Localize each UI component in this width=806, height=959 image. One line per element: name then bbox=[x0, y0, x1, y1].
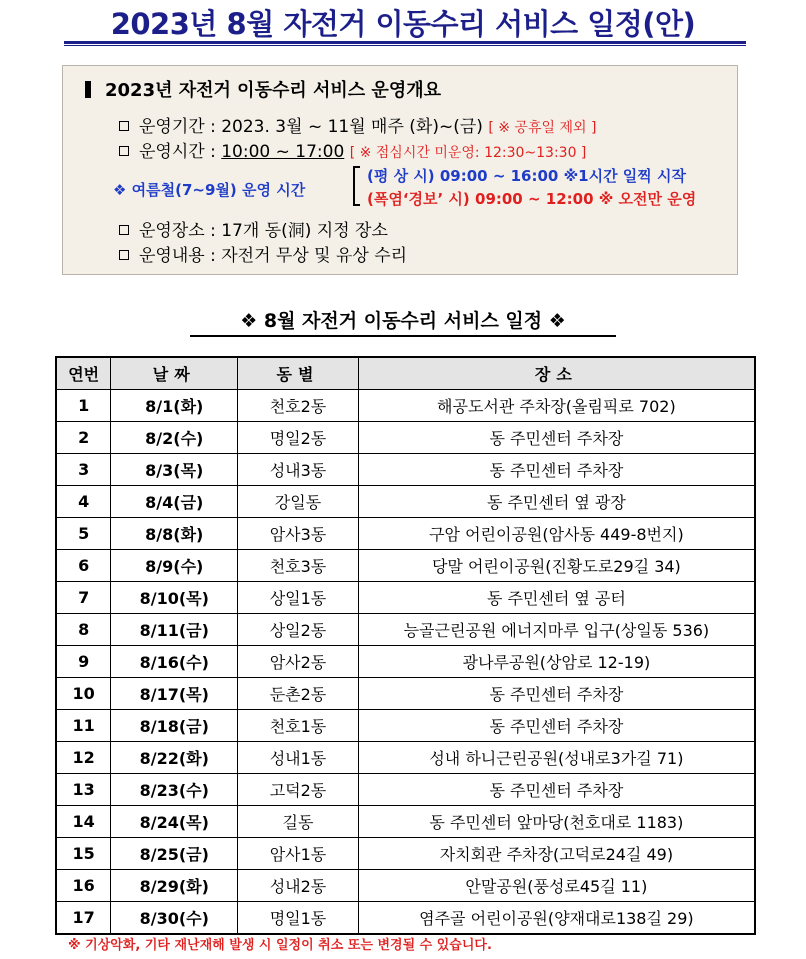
table-row bbox=[56, 774, 755, 806]
row-place: 염주골 어린이공원(양재대로138길 29) bbox=[358, 902, 755, 935]
row-dong: 둔촌2동 bbox=[238, 678, 359, 710]
row-date: 8/23(수) bbox=[111, 774, 238, 806]
bracket-icon bbox=[353, 166, 360, 206]
table-row bbox=[56, 870, 755, 902]
header-dong: 동별 bbox=[238, 357, 359, 390]
row-dong: 명일2동 bbox=[238, 422, 359, 454]
table-row bbox=[56, 678, 755, 710]
row-date: 8/24(목) bbox=[111, 806, 238, 838]
row-number: 12 bbox=[56, 742, 111, 774]
row-place: 동 주민센터 옆 공터 bbox=[358, 582, 755, 614]
heading-bar-icon bbox=[85, 81, 91, 98]
row-place: 동 주민센터 옆 광장 bbox=[358, 486, 755, 518]
header-place: 장소 bbox=[358, 357, 755, 390]
row-dong: 고덕2동 bbox=[238, 774, 359, 806]
row-date: 8/22(화) bbox=[111, 742, 238, 774]
checkbox-square-icon bbox=[119, 146, 129, 156]
row-dong: 상일2동 bbox=[238, 614, 359, 646]
row-number: 13 bbox=[56, 774, 111, 806]
table-row bbox=[56, 390, 755, 422]
row-place: 동 주민센터 주차장 bbox=[358, 422, 755, 454]
header-number: 연번 bbox=[56, 357, 111, 390]
row-place: 해공도서관 주차장(올림픽로 702) bbox=[358, 390, 755, 422]
summer-alert-hours: (폭염‘경보’ 시) 09:00 ~ 12:00 ※ 오전만 운영 bbox=[367, 190, 697, 208]
row-number: 2 bbox=[56, 422, 111, 454]
table-row bbox=[56, 902, 755, 935]
row-dong: 천호1동 bbox=[238, 710, 359, 742]
table-row bbox=[56, 454, 755, 486]
checkbox-square-icon bbox=[119, 250, 129, 260]
row-date: 8/11(금) bbox=[111, 614, 238, 646]
row-date: 8/4(금) bbox=[111, 486, 238, 518]
row-number: 16 bbox=[56, 870, 111, 902]
row-number: 15 bbox=[56, 838, 111, 870]
row-number: 17 bbox=[56, 902, 111, 935]
row-dong: 길동 bbox=[238, 806, 359, 838]
table-row bbox=[56, 550, 755, 582]
table-row bbox=[56, 518, 755, 550]
overview-heading: 2023년 자전거 이동수리 서비스 운영개요 bbox=[85, 76, 441, 102]
header-date: 날짜 bbox=[111, 357, 238, 390]
schedule-title-underline bbox=[190, 335, 616, 337]
row-date: 8/29(화) bbox=[111, 870, 238, 902]
checkbox-square-icon bbox=[119, 225, 129, 235]
checkbox-square-icon bbox=[119, 121, 129, 131]
row-place: 안말공원(풍성로45길 11) bbox=[358, 870, 755, 902]
row-dong: 암사2동 bbox=[238, 646, 359, 678]
row-number: 9 bbox=[56, 646, 111, 678]
row-number: 14 bbox=[56, 806, 111, 838]
row-number: 11 bbox=[56, 710, 111, 742]
row-dong: 암사3동 bbox=[238, 518, 359, 550]
place-line: 운영장소 : 17개 동(洞) 지정 장소 bbox=[119, 216, 388, 241]
row-place: 당말 어린이공원(진황도로29길 34) bbox=[358, 550, 755, 582]
row-date: 8/9(수) bbox=[111, 550, 238, 582]
schedule-title: ❖ 8월 자전거 이동수리 서비스 일정 ❖ bbox=[240, 310, 566, 332]
row-date: 8/30(수) bbox=[111, 902, 238, 935]
row-place: 자치회관 주차장(고덕로24길 49) bbox=[358, 838, 755, 870]
row-place: 능골근린공원 에너지마루 입구(상일동 536) bbox=[358, 614, 755, 646]
row-number: 1 bbox=[56, 390, 111, 422]
row-date: 8/10(목) bbox=[111, 582, 238, 614]
row-number: 5 bbox=[56, 518, 111, 550]
row-place: 구암 어린이공원(암사동 449-8번지) bbox=[358, 518, 755, 550]
title-underline-thin bbox=[64, 45, 746, 46]
summer-normal-hours: (평 상 시) 09:00 ~ 16:00 ※1시간 일찍 시작 bbox=[367, 167, 686, 185]
table-row bbox=[56, 838, 755, 870]
row-date: 8/25(금) bbox=[111, 838, 238, 870]
row-dong: 성내3동 bbox=[238, 454, 359, 486]
row-date: 8/8(화) bbox=[111, 518, 238, 550]
row-dong: 상일1동 bbox=[238, 582, 359, 614]
row-date: 8/1(화) bbox=[111, 390, 238, 422]
table-header-row bbox=[56, 357, 755, 390]
table-row bbox=[56, 582, 755, 614]
table-row bbox=[56, 806, 755, 838]
row-date: 8/16(수) bbox=[111, 646, 238, 678]
row-place: 동 주민센터 주차장 bbox=[358, 710, 755, 742]
table-row bbox=[56, 486, 755, 518]
row-number: 10 bbox=[56, 678, 111, 710]
row-number: 7 bbox=[56, 582, 111, 614]
row-dong: 천호3동 bbox=[238, 550, 359, 582]
row-number: 3 bbox=[56, 454, 111, 486]
row-date: 8/3(목) bbox=[111, 454, 238, 486]
page-title: 2023년 8월 자전거 이동수리 서비스 일정(안) bbox=[110, 7, 696, 41]
content-line: 운영내용 : 자전거 무상 및 유상 수리 bbox=[119, 241, 407, 266]
hours-line: 운영시간 : 10:00 ~ 17:00 [ ※ 점심시간 미운영: 12:30~13:30 ] bbox=[119, 137, 586, 162]
title-underline bbox=[64, 41, 746, 44]
row-date: 8/2(수) bbox=[111, 422, 238, 454]
footnote: ※ 기상악화, 기타 재난재해 발생 시 일정이 취소 또는 변경될 수 있습니다. bbox=[68, 938, 492, 953]
row-dong: 명일1동 bbox=[238, 902, 359, 935]
summer-hours-label: ❖ 여름철(7~9월) 운영 시간 bbox=[113, 181, 306, 199]
table-row bbox=[56, 422, 755, 454]
row-date: 8/18(금) bbox=[111, 710, 238, 742]
schedule-table bbox=[55, 356, 756, 935]
table-row bbox=[56, 646, 755, 678]
row-dong: 성내1동 bbox=[238, 742, 359, 774]
row-place: 동 주민센터 주차장 bbox=[358, 678, 755, 710]
row-place: 성내 하니근린공원(성내로3가길 71) bbox=[358, 742, 755, 774]
row-number: 6 bbox=[56, 550, 111, 582]
row-place: 동 주민센터 앞마당(천호대로 1183) bbox=[358, 806, 755, 838]
table-row bbox=[56, 710, 755, 742]
overview-box bbox=[62, 65, 738, 275]
row-dong: 강일동 bbox=[238, 486, 359, 518]
row-place: 동 주민센터 주차장 bbox=[358, 774, 755, 806]
row-number: 4 bbox=[56, 486, 111, 518]
table-row bbox=[56, 742, 755, 774]
row-number: 8 bbox=[56, 614, 111, 646]
table-row bbox=[56, 614, 755, 646]
row-place: 동 주민센터 주차장 bbox=[358, 454, 755, 486]
row-dong: 암사1동 bbox=[238, 838, 359, 870]
row-dong: 천호2동 bbox=[238, 390, 359, 422]
row-place: 광나루공원(상암로 12-19) bbox=[358, 646, 755, 678]
row-dong: 성내2동 bbox=[238, 870, 359, 902]
period-line: 운영기간 : 2023. 3월 ~ 11월 매주 (화)~(금) [ ※ 공휴일 제외 ] bbox=[119, 112, 596, 137]
row-date: 8/17(목) bbox=[111, 678, 238, 710]
